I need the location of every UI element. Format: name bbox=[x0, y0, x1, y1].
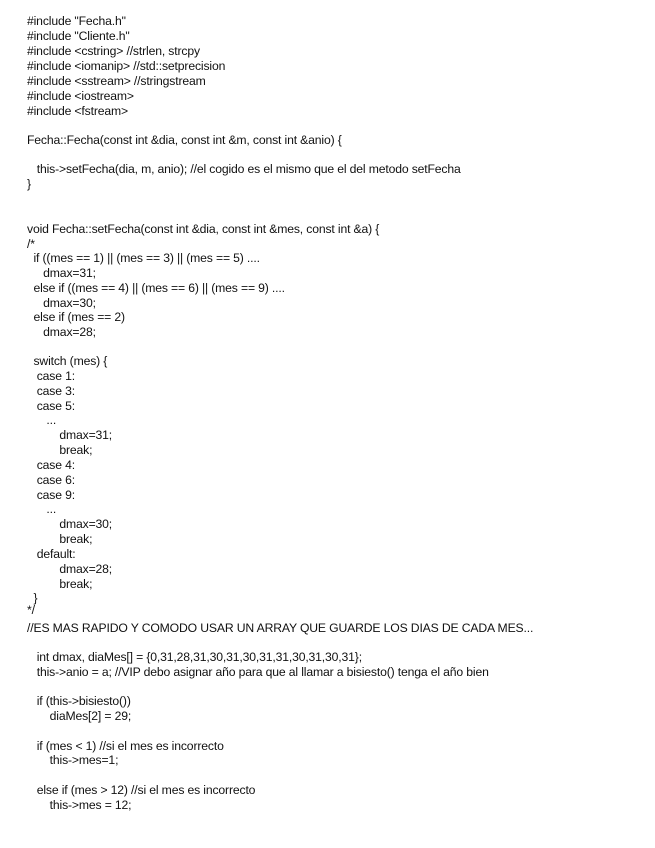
code-line: } bbox=[27, 591, 38, 605]
code-line: dmax=30; bbox=[27, 517, 113, 531]
code-line: else if (mes == 2) bbox=[27, 310, 125, 324]
code-line: Fecha::Fecha(const int &dia, const int &m, const int &anio) { bbox=[27, 133, 342, 147]
code-line: case 5: bbox=[27, 399, 75, 413]
code-line: if (this->bisiesto()) bbox=[27, 694, 131, 708]
code-line: diaMes[2] = 29; bbox=[27, 709, 132, 723]
code-line: ... bbox=[27, 413, 57, 427]
code-line: break; bbox=[27, 532, 93, 546]
code-line: #include <iostream> bbox=[27, 89, 134, 103]
code-line: else if (mes > 12) //si el mes es incorrecto bbox=[27, 783, 256, 797]
code-line: this->anio = a; //VIP debo asignar año para que al llamar a bisiesto() tenga el año bien bbox=[27, 665, 489, 679]
code-line: break; bbox=[27, 443, 93, 457]
code-line: #include "Fecha.h" bbox=[27, 14, 126, 28]
code-line: this->mes=1; bbox=[27, 753, 119, 767]
code-line: #include <fstream> bbox=[27, 104, 128, 118]
code-line: dmax=31; bbox=[27, 266, 96, 280]
code-line: break; bbox=[27, 577, 93, 591]
code-line: this->mes = 12; bbox=[27, 798, 132, 812]
code-line: /* bbox=[27, 237, 35, 251]
code-line: #include "Cliente.h" bbox=[27, 29, 130, 43]
code-line: dmax=30; bbox=[27, 296, 96, 310]
code-line: case 3: bbox=[27, 384, 75, 398]
code-line: case 6: bbox=[27, 473, 75, 487]
code-line: if ((mes == 1) || (mes == 3) || (mes == 5) .... bbox=[27, 251, 260, 265]
code-line: switch (mes) { bbox=[27, 354, 108, 368]
code-line: this->setFecha(dia, m, anio); //el cogido es el mismo que el del metodo setFecha bbox=[27, 162, 461, 176]
code-line: void Fecha::setFecha(const int &dia, const int &mes, const int &a) { bbox=[27, 222, 380, 236]
code-line: dmax=28; bbox=[27, 562, 113, 576]
code-line: } bbox=[27, 177, 31, 191]
code-line: dmax=31; bbox=[27, 428, 113, 442]
code-line: dmax=28; bbox=[27, 325, 96, 339]
code-line: #include <cstring> //strlen, strcpy bbox=[27, 44, 200, 58]
code-line: if (mes < 1) //si el mes es incorrecto bbox=[27, 739, 224, 753]
code-line: #include <sstream> //stringstream bbox=[27, 74, 206, 88]
code-line: case 9: bbox=[27, 488, 75, 502]
code-line: else if ((mes == 4) || (mes == 6) || (mes == 9) .... bbox=[27, 281, 285, 295]
code-line: ... bbox=[27, 502, 57, 516]
code-line: case 1: bbox=[27, 369, 75, 383]
code-line: default: bbox=[27, 547, 76, 561]
code-line: #include <iomanip> //std::setprecision bbox=[27, 59, 226, 73]
code-line: */ bbox=[27, 603, 35, 617]
code-line: int dmax, diaMes[] = {0,31,28,31,30,31,30,31,31,30,31,30,31}; bbox=[27, 650, 362, 664]
code-line: //ES MAS RAPIDO Y COMODO USAR UN ARRAY QUE GUARDE LOS DIAS DE CADA MES... bbox=[27, 621, 534, 635]
code-line: case 4: bbox=[27, 458, 75, 472]
